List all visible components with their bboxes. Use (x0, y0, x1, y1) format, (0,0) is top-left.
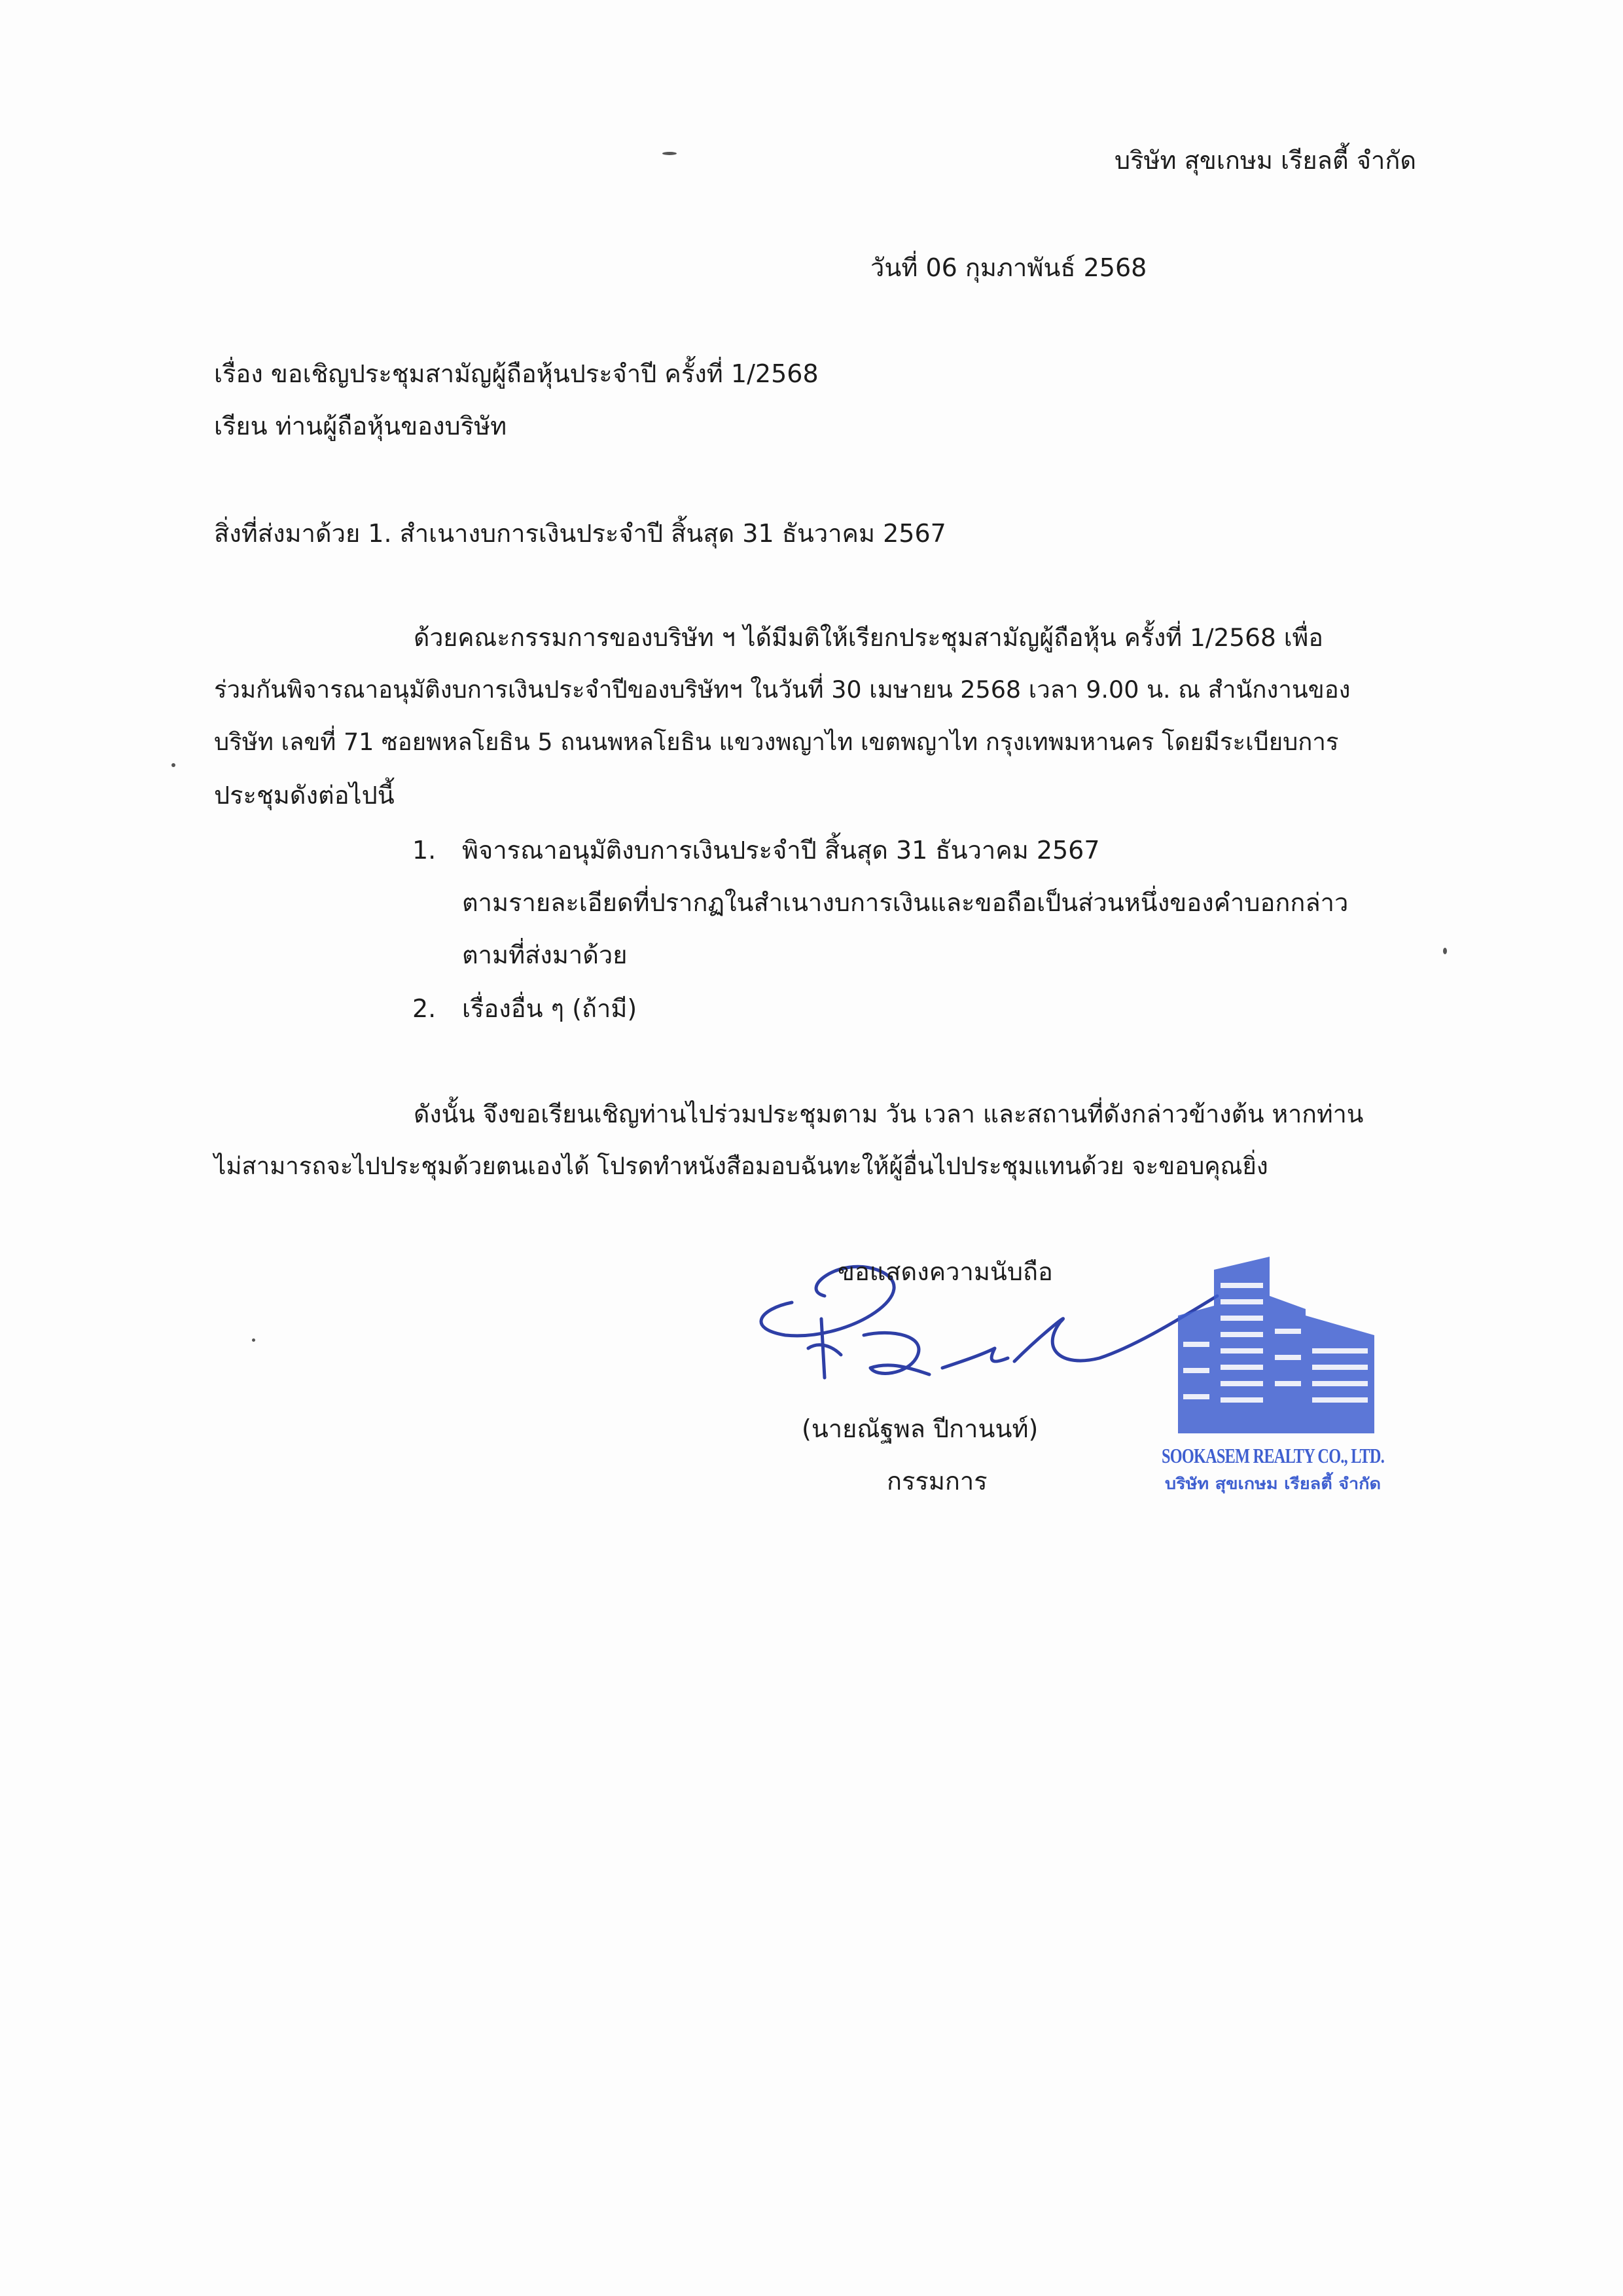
agenda-text: ตามที่ส่งมาด้วย (462, 941, 628, 969)
company-header: บริษัท สุขเกษม เรียลตี้ จำกัด (1114, 146, 1416, 175)
letter-recipient: เรียน ท่านผู้ถือหุ้นของบริษัท (214, 412, 507, 440)
agenda-text: เรื่องอื่น ๆ (ถ้ามี) (462, 994, 637, 1023)
scan-speck (171, 763, 175, 767)
enclosure-line: สิ่งที่ส่งมาด้วย 1. สำเนางบการเงินประจำปี สิ้นสุด 31 ธันวาคม 2567 (214, 519, 946, 548)
agenda-number: 2. (412, 994, 437, 1023)
paragraph-line: ด้วยคณะกรรมการของบริษัท ฯ ได้มีมติให้เรียกประชุมสามัญผู้ถือหุ้น ครั้งที่ 1/2568 เพื่อ (414, 623, 1323, 652)
signer-title: กรรมการ (887, 1467, 988, 1496)
svg-text:SOOKASEM REALTY CO., LTD.: SOOKASEM REALTY CO., LTD. (1162, 1444, 1384, 1467)
paragraph-line: ประชุมดังต่อไปนี้ (214, 781, 395, 810)
paragraph-line: ไม่สามารถจะไปประชุมด้วยตนเองได้ โปรดทำหนังสือมอบฉันทะให้ผู้อื่นไปประชุมแทนด้วย จะขอบคุณยิ่ง (214, 1152, 1268, 1180)
letter-date: วันที่ 06 กุมภาพันธ์ 2568 (870, 253, 1147, 282)
agenda-text: พิจารณาอนุมัติงบการเงินประจำปี สิ้นสุด 31 ธันวาคม 2567 (462, 836, 1100, 865)
scan-speck (1443, 948, 1447, 954)
letter-subject: เรื่อง ขอเชิญประชุมสามัญผู้ถือหุ้นประจำปี ครั้งที่ 1/2568 (214, 359, 819, 388)
company-stamp (1152, 1244, 1394, 1505)
agenda-text: ตามรายละเอียดที่ปรากฏในสำเนางบการเงินและขอถือเป็นส่วนหนึ่งของคำบอกกล่าว (462, 888, 1349, 917)
scan-speck (662, 152, 677, 155)
paragraph-line: ร่วมกันพิจารณาอนุมัติงบการเงินประจำปีของบริษัทฯ ในวันที่ 30 เมษายน 2568 เวลา 9.00 น. ณ สำนักงานของ (214, 675, 1351, 704)
signer-name: (นายณัฐพล ปีกานนท์) (802, 1414, 1039, 1443)
closing-salutation: ขอแสดงความนับถือ (838, 1257, 1053, 1286)
svg-text:บริษัท สุขเกษม เรียลตี้ จำกัด: บริษัท สุขเกษม เรียลตี้ จำกัด (1165, 1475, 1357, 1493)
agenda-number: 1. (412, 836, 437, 865)
scan-speck (252, 1338, 255, 1342)
paragraph-line: บริษัท เลขที่ 71 ซอยพหลโยธิน 5 ถนนพหลโยธิน แขวงพญาไท เขตพญาไท กรุงเทพมหานคร โดยมีระเบียบการ (214, 728, 1339, 756)
paragraph-line: ดังนั้น จึงขอเรียนเชิญท่านไปร่วมประชุมตาม วัน เวลา และสถานที่ดังกล่าวข้างต้น หากท่าน (414, 1100, 1364, 1128)
